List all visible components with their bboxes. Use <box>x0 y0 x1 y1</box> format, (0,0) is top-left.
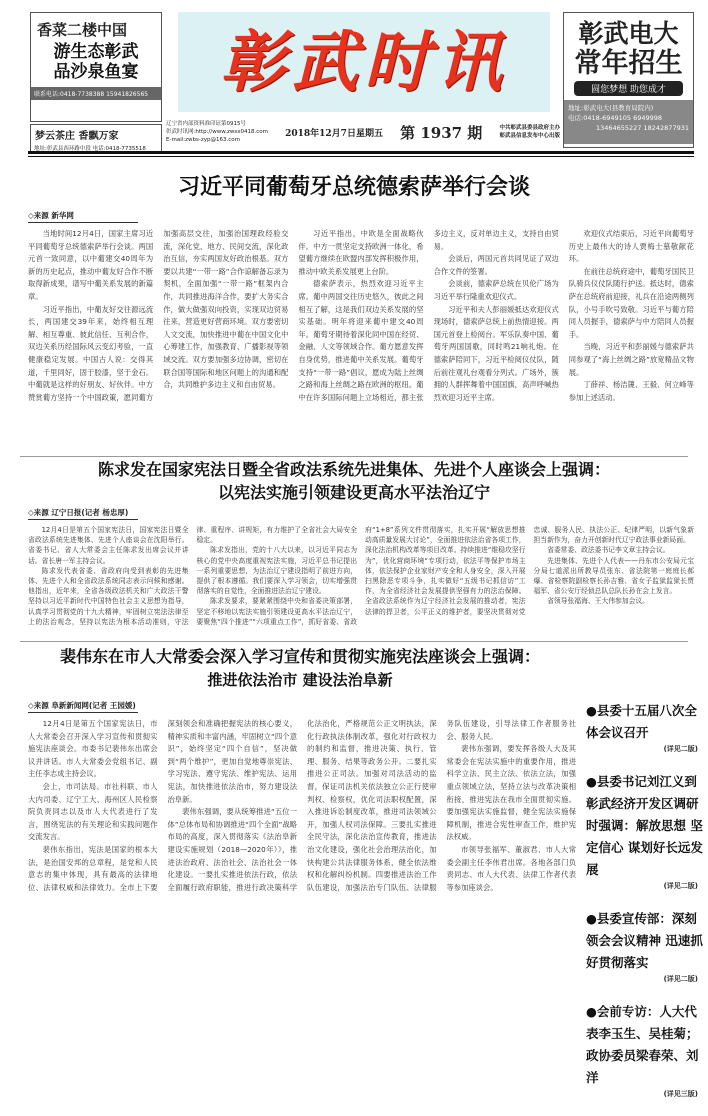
paragraph: 陈求发代表省委、省政府向受到表彰的先进集体、先进个人和全省政法系统同志表示问候和感谢。他指出，近年来，全省各级政法机关和广大政法干警坚持以习近平新时代中国特色社会主义思想为指导，认真学习贯彻党的十九大精神，牢固树立宪法法律至上的法治观念，坚持以宪法为根本活动准则，守法律、重程序、讲规矩，有力维护了全省社会大局安全稳定。 <box>28 526 357 626</box>
article-1 <box>28 210 694 404</box>
license: 辽宁省内部资料准印证第0915号 <box>166 121 246 127</box>
sponsor: 中共彰武县委县政府主办 <box>499 125 560 131</box>
article-2-body <box>28 525 694 627</box>
email-link[interactable]: E-mail:zwbs-zyp@163.com <box>166 137 240 143</box>
paragraph: 陈求发要求，要紧紧围绕中央和省委决策部署，坚定不移地以宪法实施引领建设更高水平法治辽宁，要聚焦“四个推进”“六项重点工作”，抓好省委、省政府“1+8”系列文件贯彻落实，扎实开展“解放思想推动高质量发展大讨论”，全面推进依法治省各项工作，深化法治机构改革等项目改革。持续推进“维稳攻坚行为”，优化营商环境“专项行动，依法平等保护市场主体，依法保护企业家财产安全和人身安全，深入开展扫黑除恶专项斗争，扎实做好“五级书记抓信访”工作，为全省经济社会发展提供坚强有力的法治保障。全省政法系统作为辽宁经济社会发展的推动者，宪法法律的捍卫者，公平正义的维护者，要坚决贯彻对党忠诚、服务人民、执法公正、纪律严明，以新气象新担当新作为，奋力开创新时代辽宁政法事业新局面。 <box>196 526 694 626</box>
ad-slogan-1: 游生态彰武 <box>53 42 139 62</box>
ad-phone: 电话:0418-6949105 6949998 <box>568 114 663 122</box>
article-3 <box>28 700 576 894</box>
paragraph: 欢迎仪式结束后，习近平向葡萄牙历史上最伟大的诗人贾梅士墓敬献花环。 <box>568 229 694 264</box>
article-1-source: ◇来源 新华网 <box>28 210 138 223</box>
paragraph: 会谈前，德索萨总统在贝伦广场为习近平举行隆重欢迎仪式。 <box>433 279 559 301</box>
divider <box>20 641 688 642</box>
divider <box>20 456 688 457</box>
paragraph: 12月4日是第五个国家宪法日，国家宪法日暨全省政法系统先进集体、先进个人座谈会在沈阳举行。省委书记、省人大常委会主任陈求发出席会议并讲话。省长唐一军主持会议。 <box>28 526 189 565</box>
ad-tea-name: 梦云茶庄 香飘万家 <box>35 131 119 142</box>
ad-brand: 香菜二楼中国 <box>37 21 128 39</box>
paragraph: 习近平指出，中欧是全面战略伙伴。中方一贯坚定支持欧洲一体化，希望葡方继续在欧盟内部发挥积极作用，推动中欧关系发展更上台阶。 <box>298 229 424 276</box>
article-3-headline: 裴伟东在市人大常委会深入学习宣传和贯彻实施宪法座谈会上强调： <box>59 647 540 666</box>
paragraph: 习近平和夫人彭丽媛抵达欢迎仪式现场时，德索萨总统上前热情迎接。两国元首登上检阅台。军乐队奏中国、葡萄牙两国国歌，同时鸣21响礼炮。在德索萨陪同下，习近平检阅仪仗队，随后前往观礼台观看分列式。广场外，簇拥的人群挥舞着中国国旗，高声呼喊热烈欢迎习近平主席。 <box>433 304 559 402</box>
paragraph: 会谈后，两国元首共同见证了双边合作文件的签署。 <box>433 254 559 276</box>
index-item[interactable]: ●会前专访：人大代表李玉生、吴桂菊；政协委员梁春荣、刘洋 (详见三版) <box>586 1004 699 1098</box>
index-item[interactable]: ●县委书记刘江义到彰武经济开发区调研时强调：解放思想 坚定信心 谋划好长远发展 (详见二版) <box>586 774 703 890</box>
article-1-body <box>28 228 694 404</box>
ad-subtitle: 常年招生 <box>574 48 683 79</box>
ad-phone-2: 13464655227 18242877931 <box>595 124 689 132</box>
index-item[interactable]: ●县委十五届八次全体会议召开 (详见二版) <box>586 703 698 753</box>
masthead-title: 彰武时讯 <box>220 23 508 101</box>
paragraph: 省领导张福海、王大伟参加会议。 <box>547 597 650 606</box>
ad-tv-university <box>563 12 694 148</box>
article-2-source: ◇来源 辽宁日报(记者 杨忠厚) <box>28 507 138 520</box>
paragraph: 12月4日是第五个国家宪法日，市人大常委会召开深入学习宣传和贯彻实施宪法座谈会。市委书记裴伟东出席会议并讲话。市人大常委会党组书记、副主任李志成主持会议。 <box>28 719 158 779</box>
article-2-subheadline: 以宪法实施引领建设更高水平法治辽宁 <box>217 483 490 502</box>
paragraph: 裴伟东指出，宪法是国家的根本大法，是治国安邦的总章程，是党和人民意志的集中体现，具有最高的法律地位、法律权威和法律效力。全市上下要深刻领会和准确把握宪法的核心要义，精神实质和丰富内涵，牢固树立“四个意识”，始终坚定“四个自信”，坚决做到“两个维护”，更加自觉地尊崇宪法、学习宪法、遵守宪法、维护宪法、运用宪法，加快推进依法治市，努力建设法治阜新。 <box>28 719 297 892</box>
article-2-headline: 陈求发在国家宪法日暨全省政法系统先进集体、先进个人座谈会上强调： <box>97 460 610 479</box>
ad-title: 彰武电大 <box>578 19 679 48</box>
paragraph: 陈求发指出，党的十八大以来，以习近平同志为核心的党中央高度重视宪法实施，习近平总书记提出一系列重要思想，为法治辽宁建设指明了前进方向，提供了根本遵循。我们要深入学习领会，切实增强贯彻落实的自觉性，全面推进法治辽宁建设。 <box>196 546 357 596</box>
paragraph: 省委常委、政法委书记李文章主持会议。 <box>547 546 670 555</box>
ad-tel: 联系电话:0418-7738388 15941826565 <box>31 87 161 100</box>
website-link[interactable]: 彰武时讯网:http://www.zwsx0418.com <box>166 129 268 135</box>
article-3-body <box>28 718 576 894</box>
sidebar-index <box>580 700 708 1116</box>
ad-tea-house <box>30 124 162 152</box>
index-item[interactable]: ●县委宣传部：深刻领会会议精神 迅速抓好贯彻落实 (详见二版) <box>586 911 703 983</box>
paragraph: 在前往总统府途中，葡萄牙国民卫队骑兵仪仗队随行护送。抵达时，德索萨在总统府前迎接，礼兵在沿途两侧列队，小号手吹号致敬。习近平与葡方陪同人员握手，德索萨与中方陪同人员握手。 <box>568 266 694 339</box>
publisher: 彰武县信息发布中心出版 <box>499 133 560 139</box>
paragraph: 当晚，习近平和彭丽媛与德索萨共同参观了“海上丝绸之路”放宽精品文物展。 <box>568 342 694 377</box>
article-3-subheadline: 推进依法治市 建设法治阜新 <box>207 671 393 689</box>
paragraph: 先进集体、先进个人代表——丹东市公安局元宝分局七道派出所教导员张东、省法院第一庭庭长郝爆、省检察院副检察长孙吉雅、省女子监狱监狱长贾福军、省公安厅经侦总队总队长孙在会上发言。 <box>533 556 694 596</box>
article-1-headline: 习近平同葡萄牙总统德索萨举行会谈 <box>177 174 530 200</box>
paragraph: 市领导张福军、董淑君、市人大常委会副主任李伟君出席。各地各部门负责同志、市人大代表、法律工作者代表等参加座谈会。 <box>446 844 576 892</box>
paragraph: 会上，市司法局、市社科联、市人大内司委、辽宁工大、海州区人民检察院负责同志以及市人大代表进行了发言，围绕宪法的有关理论和实践问题作交流发言。 <box>28 781 158 842</box>
article-3-source: ◇来源 阜新新闻网(记者 王园媛) <box>28 700 138 713</box>
ad-tea-address: 地址:彰武县西环路中段 电话:0418-7735518 <box>34 146 146 152</box>
article-2 <box>28 507 694 627</box>
ad-address: 地址:彰武电大(县教育局院内) <box>568 104 654 112</box>
ad-slogan-2: 品沙泉鱼宴 <box>53 62 139 82</box>
ad-motto: 圆您梦想 助您成才 <box>574 81 683 96</box>
ad-tourism <box>30 12 162 122</box>
issue-info <box>166 114 560 150</box>
issue-number: 第 1937 期 <box>400 123 483 142</box>
issue-date: 2018年12月7日星期五 <box>285 128 383 139</box>
paragraph: 裴伟东强调，要发挥各级人大及其常委会在宪法实施中的重要作用，推进科学立法、民主立法、依法立法，加强重点领域立法，坚持立法与改革决策相衔接，推进宪法在我市全面贯彻实施。要加强宪法实施监督，健全宪法实施保障机制，推进合宪性审查工作，维护宪法权威。 <box>446 744 576 842</box>
paragraph: 德索萨表示，热烈欢迎习近平主席。葡中两国交往历史悠久，彼此之间相互了解，这是我们双边关系发展的坚实基础。明年将迎来葡中建交40周年。葡萄牙期待着深化同中国在经贸、金融、人文等领域合作。葡方愿意发挥自身优势，推进葡中关系发展。葡萄牙支持“一带一路”倡议，愿成为陆上丝绸之路和海上丝绸之路在欧洲的枢纽。葡中在许多国际问题上立场相近，都主张多边主义，反对单边主义，支持自由贸易。 <box>298 229 559 402</box>
paragraph: 裴伟东强调，要从统筹推进“五位一体”总体布局和协调推进“四个全面”战略布局的高度，深入贯彻落实《法治阜新建设实施规划（2018—2020年）》，推进法治政府、法治社会、法治社会一体化建设。一要扎实推进依法行政，依法全面履行政府职能，推进行政决策科学化法治化，严格规范公正文明执法，深化行政执法体制改革，强化对行政权力的制约和监督，推进决策、执行、管理、服务、结果等政务公开。二要扎实推进公正司法。加强对司法活动的监督，保证司法机关依法独立公正行使审判权、检察权，优化司法职权配置，深入推进诉讼制度改革，推进司法领域公开，加强人权司法保障。三要扎实推进全民守法，深化法治宣传教育，推进法治文化建设，强化社会治理法治化，加快构建公共法律服务体系，健全依法维权和化解纠纷机制。四要推进法治工作队伍建设，加强法治专门队伍、法律服务队伍建设，引导法律工作者服务社会、服务人民。 <box>167 719 576 892</box>
paragraph: 习近平指出，中葡友好交往源远流长，两国建交39年来，始终相互理解、相互尊重、彼此信任、互利合作，双边关系历经国际风云变幻考验，一直健康稳定发展。中国古人说：交得其道，千里同好，固于胶漆，坚于金石。中葡就是这样的好朋友、好伙伴。中方赞赏葡方坚持一个中国政策，愿同葡方加强高层交往，加强治国理政经验交流，深化党、地方、民间交流，深化政治互信，夯实两国友好政治根基。双方要以共建“一带一路”合作谅解备忘录为契机，全面加强“一带一路”框架内合作，共同推进海洋合作，要扩大务实合作，做大做强双向投资，实现双边贸易往来，营造更好营商环境。双方要密切人文交流，加快推进中葡在中国文化中心筹建工作，加强教育、广播影视等领域交流。双方要加强多边协调，密切在联合国等国际和地区问题上的沟通和配合，共同维护多边主义和自由贸易。 <box>28 229 289 402</box>
masthead-rule <box>28 151 694 157</box>
masthead <box>178 12 550 112</box>
paragraph: 丁薛祥、杨洁篪、王毅、何立峰等参加上述活动。 <box>568 380 694 402</box>
paragraph: 当地时间12月4日，国家主席习近平同葡萄牙总统德索萨举行会谈。两国元首一致同意，以中葡建交40周年为新的历史起点，推动中葡友好合作不断取得新成果，谱写中葡关系发展的新篇章。 <box>28 229 154 301</box>
